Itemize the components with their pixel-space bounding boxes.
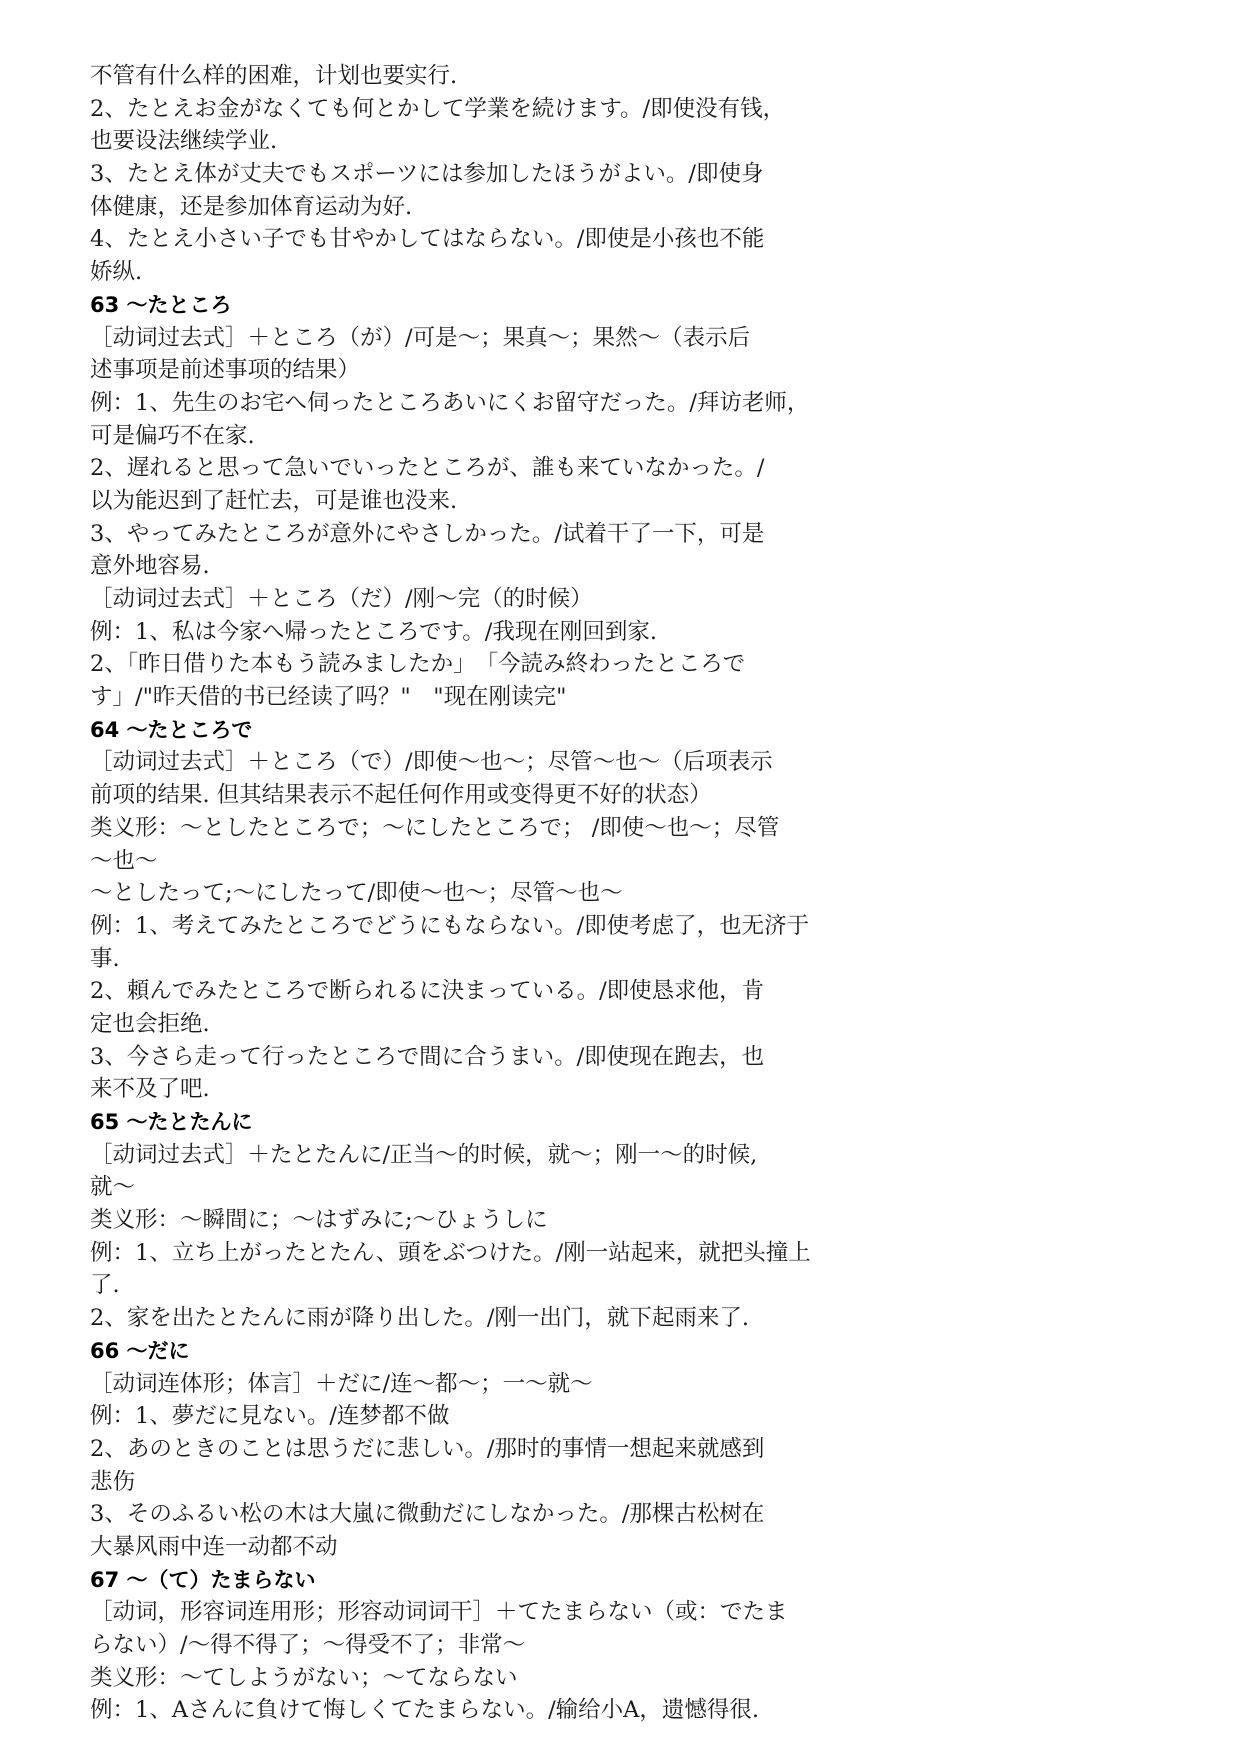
text-line: 4、たとえ小さい子でも甘やかしてはならない。/即使是小孩也不能 — [90, 226, 765, 253]
text-line: 娇纵. — [90, 259, 143, 286]
text-line: 意外地容易. — [90, 553, 210, 580]
text-line: ［动词连体形；体言］＋だに/连～都～；一～就～ — [90, 1370, 593, 1397]
text-line: 类义形：～瞬間に；～はずみに;～ひょうしに — [90, 1207, 548, 1234]
section-heading: 66 ～だに — [90, 1338, 190, 1363]
text-line: 2、「昨日借りた本もう読みましたか」 「今読み終わったところで — [90, 651, 746, 678]
text-line: 悲伤 — [90, 1468, 136, 1495]
text-line: す」/"昨天借的书已经读了吗？" "现在刚读完" — [90, 684, 567, 711]
section-heading: 63 ～たところ — [90, 292, 232, 317]
text-line: 2、頼んでみたところで断られるに決まっている。/即使恳求他，肯 — [90, 978, 765, 1005]
document-body — [90, 60, 1150, 1727]
text-line: 例：1、立ち上がったとたん、頭をぶつけた。/刚一站起来，就把头撞上 — [90, 1239, 811, 1266]
text-line: 例：1、Aさんに負けて悔しくてたまらない。/输给小A，遗憾得很. — [90, 1697, 760, 1724]
text-line: 前项的结果. 但其结果表示不起任何作用或变得更不好的状态） — [90, 782, 712, 809]
text-line: 不管有什么样的困难，计划也要实行. — [90, 63, 458, 89]
text-line: 来不及了吧. — [90, 1076, 210, 1103]
text-line: 例：1、私は今家へ帰ったところです。/我现在刚回到家. — [90, 618, 658, 645]
text-line: ［动词过去式］＋ところ（で）/即使～也～；尽管～也～（后项表示 — [90, 749, 773, 776]
text-line: 3、やってみたところが意外にやさしかった。/试着干了一下，可是 — [90, 520, 765, 547]
text-line: 事. — [90, 945, 120, 972]
text-line: 例：1、先生のお宅へ伺ったところあいにくお留守だった。/拜访老师， — [90, 389, 810, 416]
text-line: ［动词，形容词连用形；形容动词词干］＋てたまらない（或：でたま — [90, 1599, 788, 1626]
text-line: 例：1、考えてみたところでどうにもならない。/即使考虑了，也无济于 — [90, 912, 810, 939]
text-line: 述事项是前述事项的结果） — [90, 357, 361, 384]
text-line: ～也～ — [90, 847, 158, 874]
text-line: 可是偏巧不在家. — [90, 422, 255, 449]
text-line: 大暴风雨中连一动都不动 — [90, 1533, 338, 1560]
text-line: 例：1、夢だに見ない。/连梦都不做 — [90, 1403, 450, 1430]
section-heading: 64 ～たところで — [90, 717, 253, 742]
text-line: ［动词过去式］＋たとたんに/正当～的时候，就～；刚一～的时候, — [90, 1141, 758, 1168]
text-line: 体健康，还是参加体育运动为好. — [90, 193, 413, 220]
text-line: ［动词过去式］＋ところ（だ）/刚～完（的时候） — [90, 586, 593, 612]
text-line: 类义形：～としたところで；～にしたところで； /即使～也～；尽管 — [90, 814, 780, 841]
text-line: 3、今さら走って行ったところで間に合うまい。/即使现在跑去，也 — [90, 1043, 765, 1070]
section-heading: 65 ～たとたんに — [90, 1110, 253, 1134]
text-line: 2、たとえお金がなくても何とかして学業を続けます。/即使没有钱， — [90, 95, 786, 122]
text-line: 3、たとえ体が丈夫でもスポーツには参加したほうがよい。/即使身 — [90, 161, 764, 188]
text-line: ［动词过去式］＋ところ（が）/可是～；果真～；果然～（表示后 — [90, 324, 751, 351]
text-line: らない）/～得不得了；～得受不了；非常～ — [90, 1632, 526, 1658]
text-line: 了. — [90, 1272, 120, 1299]
text-line: 3、そのふるい松の木は大嵐に微動だにしなかった。/那棵古松树在 — [90, 1501, 765, 1528]
text-line: 就～ — [90, 1174, 136, 1201]
text-line: 类义形：～てしようがない；～てならない — [90, 1664, 518, 1691]
text-line: 2、家を出たとたんに雨が降り出した。/刚一出门，就下起雨来了. — [90, 1305, 750, 1332]
text-line: 2、あのときのことは思うだに悲しい。/那时的事情一想起来就感到 — [90, 1435, 765, 1462]
section-heading: 67 ～（て）たまらない — [90, 1567, 316, 1592]
text-line: 2、遅れると思って急いでいったところが、誰も来ていなかった。/ — [90, 455, 765, 482]
text-line: 以为能迟到了赶忙去，可是谁也没来. — [90, 487, 458, 514]
text-line: 也要设法继续学业. — [90, 128, 278, 155]
text-line: 定也会拒绝. — [90, 1010, 210, 1037]
text-line: ～としたって;～にしたって/即使～也～；尽管～也～ — [90, 880, 623, 907]
